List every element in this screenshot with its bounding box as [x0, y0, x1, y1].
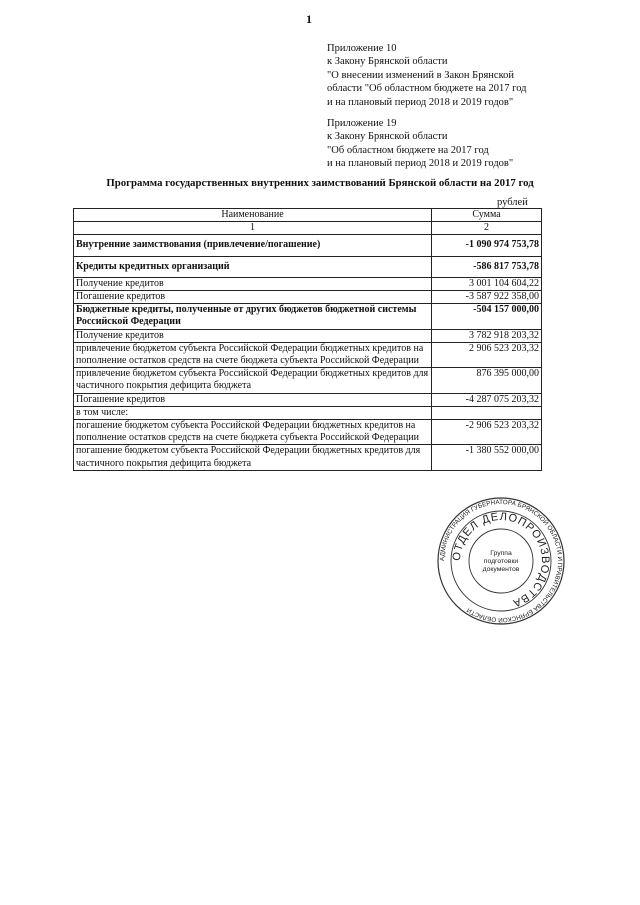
- row-amount: 2 906 523 203,32: [432, 342, 542, 367]
- stamp-outer-text: АДМИНИСТРАЦИЯ ГУБЕРНАТОРА БРЯНСКОЙ ОБЛАСТИ И ПРАВИТЕЛЬСТВА БРЯНСКОЙ ОБЛАСТИ: [438, 498, 564, 624]
- row-name: Получение кредитов: [74, 277, 432, 290]
- table-row: [74, 342, 542, 367]
- table-row: [74, 256, 542, 277]
- appendix-line: Приложение 10: [327, 43, 397, 54]
- table-row: [74, 235, 542, 256]
- document-title: Программа государственных внутренних заимствований Брянской области на 2017 год: [106, 177, 534, 189]
- appendix-line: "О внесении изменений в Закон Брянской: [327, 69, 515, 81]
- table-header-row: [74, 209, 542, 222]
- row-amount: -1 090 974 753,78: [432, 235, 542, 256]
- appendix-line: "Об областном бюджете на 2017 год: [327, 144, 489, 156]
- page-number: 1: [306, 12, 312, 26]
- table-row: [74, 420, 542, 445]
- row-amount: [432, 406, 542, 419]
- appendix-original-block: [327, 117, 513, 171]
- column-number-row: [74, 222, 542, 235]
- currency-unit: рублей: [497, 197, 528, 208]
- row-name: погашение бюджетом субъекта Российской Федерации бюджетных кредитов на пополнение остатков средств на счете бюджета субъекта Российской Федерации: [74, 420, 432, 445]
- table-row: [74, 445, 542, 470]
- column-number: 1: [74, 222, 432, 235]
- stamp-center-line: документов: [482, 566, 520, 573]
- appendix-line: и на плановый период 2018 и 2019 годов": [327, 158, 514, 170]
- row-name: в том числе:: [74, 406, 432, 419]
- table-row: [74, 291, 542, 304]
- table-row: [74, 329, 542, 342]
- row-name: Получение кредитов: [74, 329, 432, 342]
- appendix-current-block: [327, 42, 527, 109]
- table-row: [74, 393, 542, 406]
- table-row: [74, 406, 542, 419]
- appendix-line: к Закону Брянской области: [327, 131, 448, 143]
- row-name: погашение бюджетом субъекта Российской Федерации бюджетных кредитов для частичного покрытия дефицита бюджета: [74, 445, 432, 470]
- row-amount: 876 395 000,00: [432, 368, 542, 393]
- appendix-line: к Закону Брянской области: [327, 56, 448, 68]
- table-row: [74, 368, 542, 393]
- office-stamp: [437, 497, 565, 625]
- row-amount: 3 001 104 604,22: [432, 277, 542, 290]
- header-name: Наименование: [74, 209, 432, 222]
- row-name: привлечение бюджетом субъекта Российской Федерации бюджетных кредитов на пополнение остатков средств на счете бюджета субъекта Российской Федерации: [74, 342, 432, 367]
- borrowing-program-table: [73, 208, 542, 471]
- row-amount: 3 782 918 203,32: [432, 329, 542, 342]
- appendix-line: Приложение 19: [327, 118, 397, 129]
- row-amount: -4 287 075 203,32: [432, 393, 542, 406]
- row-amount: -586 817 753,78: [432, 256, 542, 277]
- appendix-line: области "Об областном бюджете на 2017 год: [327, 83, 527, 95]
- row-name: Погашение кредитов: [74, 393, 432, 406]
- row-name: привлечение бюджетом субъекта Российской Федерации бюджетных кредитов для частичного покрытия дефицита бюджета: [74, 368, 432, 393]
- row-name: Погашение кредитов: [74, 291, 432, 304]
- stamp-inner-text: ОТДЕЛ ДЕЛОПРОИЗВОДСТВА: [450, 510, 552, 610]
- column-number: 2: [432, 222, 542, 235]
- row-amount: -2 906 523 203,32: [432, 420, 542, 445]
- row-name: Бюджетные кредиты, полученные от других бюджетов бюджетной системы Российской Федерации: [74, 304, 432, 329]
- row-amount: -1 380 552 000,00: [432, 445, 542, 470]
- table-row: [74, 277, 542, 290]
- row-amount: -3 587 922 358,00: [432, 291, 542, 304]
- row-amount: -504 157 000,00: [432, 304, 542, 329]
- stamp-center-line: Группа: [490, 550, 512, 557]
- appendix-line: и на плановый период 2018 и 2019 годов": [327, 96, 514, 108]
- row-name: Кредиты кредитных организаций: [74, 256, 432, 277]
- table-row: [74, 304, 542, 329]
- stamp-center-line: подготовки: [483, 558, 519, 565]
- header-amount: Сумма: [432, 209, 542, 222]
- row-name: Внутренние заимствования (привлечение/погашение): [74, 235, 432, 256]
